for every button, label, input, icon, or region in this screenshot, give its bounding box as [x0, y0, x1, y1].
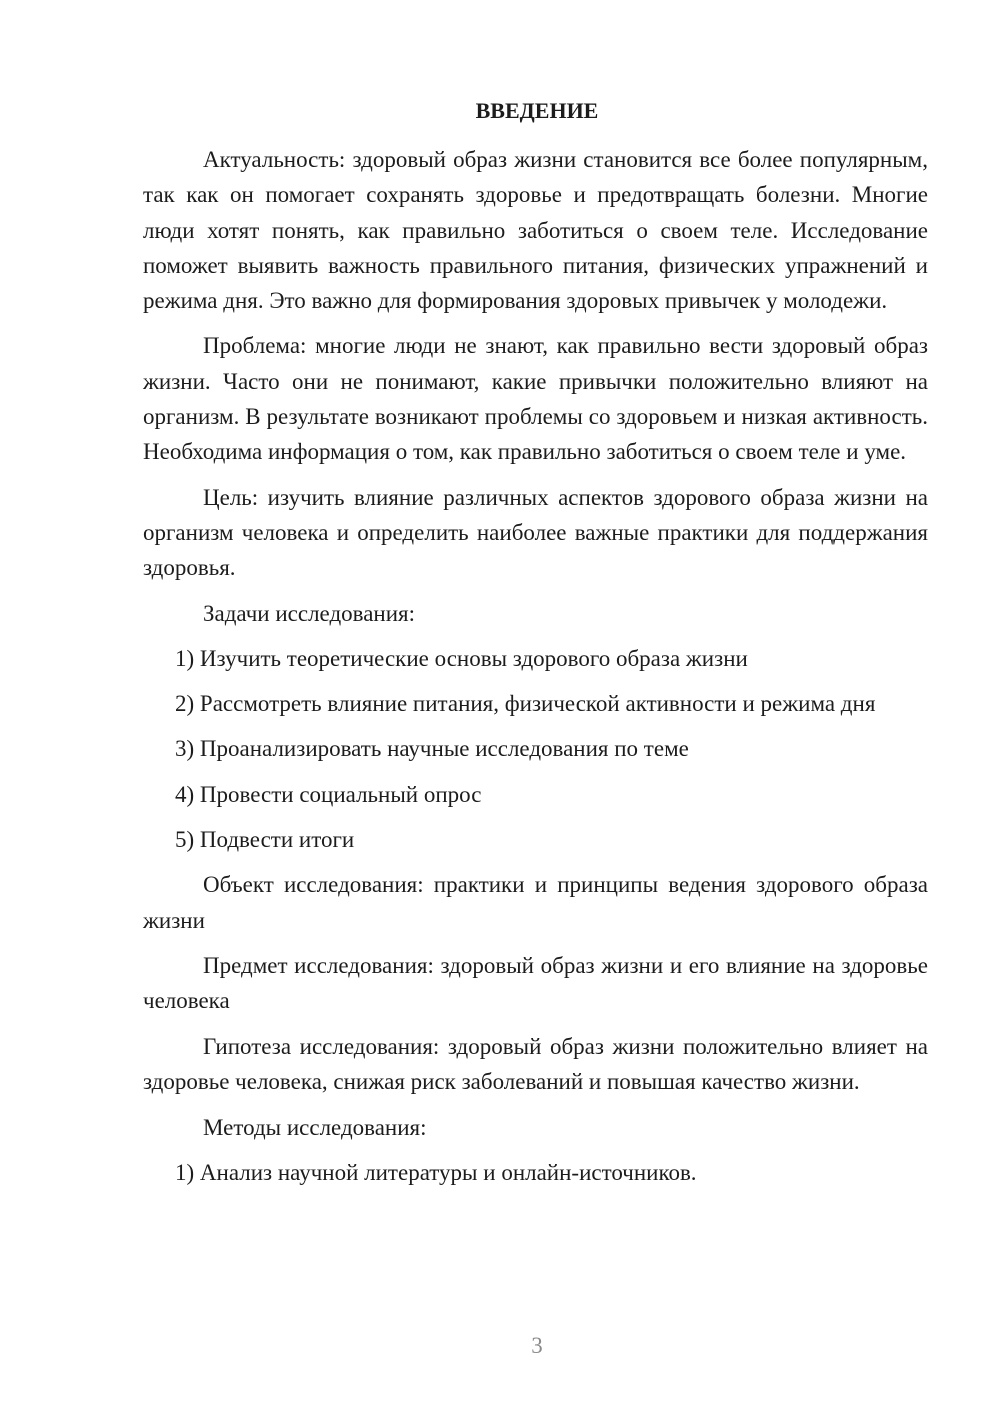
task-item: 3) Проанализировать научные исследования по теме [175, 736, 689, 762]
method-item: 1) Анализ научной литературы и онлайн-источников. [175, 1160, 697, 1186]
task-item: 5) Подвести итоги [175, 827, 355, 853]
page-number: 3 [531, 1333, 543, 1358]
section-heading: ВВЕДЕНИЕ [475, 98, 599, 123]
hypothesis-paragraph: Гипотеза исследования: здоровый образ жизни положительно влияет на здоровье человека, снижая риск заболеваний и повышая качество жизни. [143, 1033, 928, 1094]
document-body [143, 142, 928, 1191]
methods-heading: Методы исследования: [203, 1115, 427, 1141]
task-item: 4) Провести социальный опрос [175, 781, 482, 807]
object-paragraph: Объект исследования: практики и принципы ведения здорового образа жизни [143, 872, 928, 933]
goal-paragraph: Цель: изучить влияние различных аспектов здорового образа жизни на организм человека и определить наиболее важные практики для поддержания здоровья. [143, 484, 928, 581]
relevance-paragraph: Актуальность: здоровый образ жизни становится все более популярным, так как он помогает сохранять здоровье и предотвращать болезни. Многие люди хотят понять, как правильно заботиться о своем теле. Исследование поможет выявить важность правильного питания, физических упражнений и режима дня. Это важно для формирования здоровых привычек у молодежи. [143, 147, 928, 314]
task-item: 1) Изучить теоретические основы здорового образа жизни [175, 645, 748, 671]
tasks-heading: Задачи исследования: [203, 600, 416, 626]
task-item: 2) Рассмотреть влияние питания, физической активности и режима дня [175, 691, 876, 717]
problem-paragraph: Проблема: многие люди не знают, как правильно вести здоровый образ жизни. Часто они не понимают, какие привычки положительно влияют на организм. В результате возникают проблемы со здоровьем и низкая активность. Необходима информация о том, как правильно заботиться о своем теле и уме. [143, 333, 928, 465]
subject-paragraph: Предмет исследования: здоровый образ жизни и его влияние на здоровье человека [143, 952, 928, 1014]
